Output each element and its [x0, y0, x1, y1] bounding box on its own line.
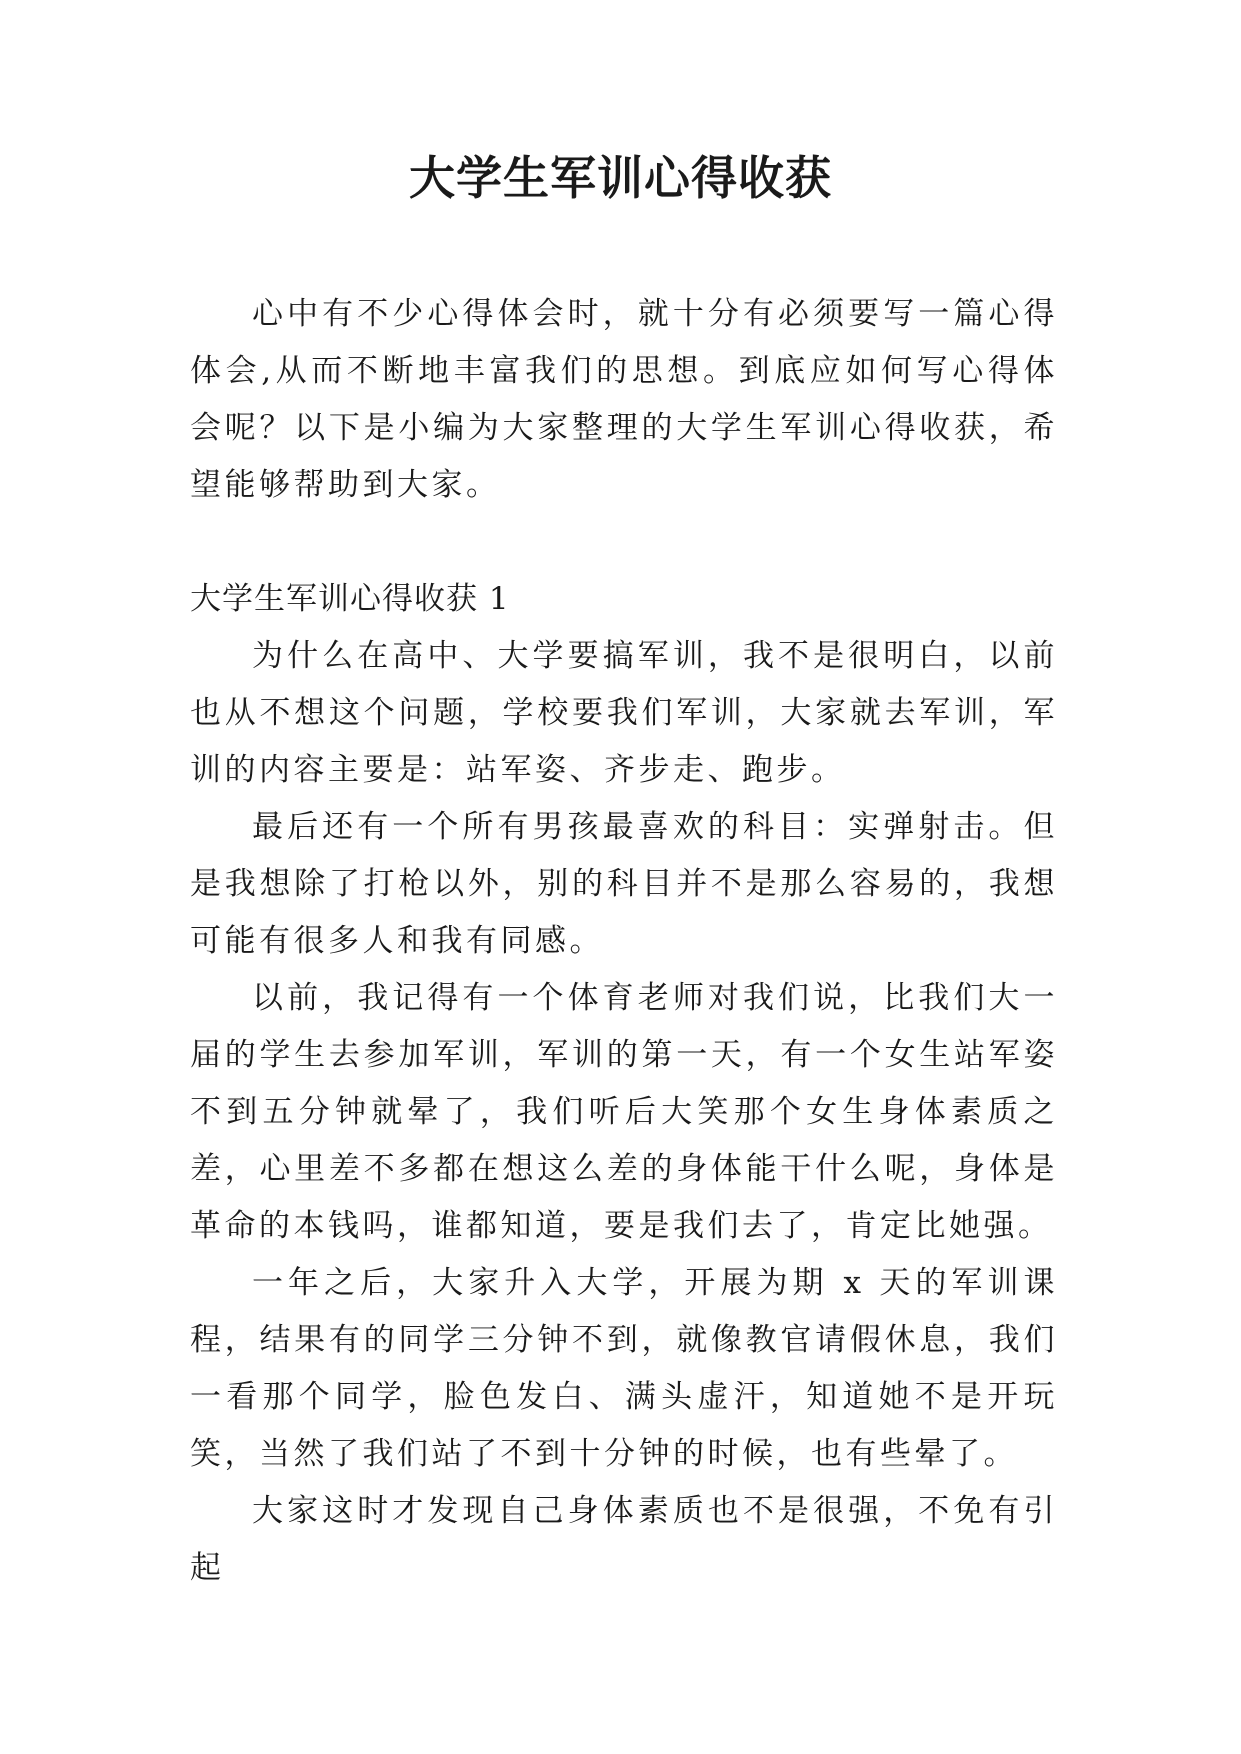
body-paragraph-1: 为什么在高中、大学要搞军训，我不是很明白，以前也从不想这个问题，学校要我们军训，大家就去军训，军训的内容主要是：站军姿、齐步走、跑步。 — [190, 638, 1058, 788]
body-paragraph-5: 大家这时才发现自己身体素质也不是很强，不免有引起 — [190, 1493, 1058, 1586]
body-paragraph-2: 最后还有一个所有男孩最喜欢的科目：实弹射击。但是我想除了打枪以外，别的科目并不是那么容易的，我想可能有很多人和我有同感。 — [190, 809, 1058, 959]
document-body — [190, 286, 1058, 1597]
intro-paragraph: 心中有不少心得体会时，就十分有必须要写一篇心得体会,从而不断地丰富我们的思想。到底应如何写心得体会呢？以下是小编为大家整理的大学生军训心得收获，希望能够帮助到大家。 — [190, 296, 1058, 503]
body-paragraph-3: 以前，我记得有一个体育老师对我们说，比我们大一届的学生去参加军训，军训的第一天，有一个女生站军姿不到五分钟就晕了，我们听后大笑那个女生身体素质之差，心里差不多都在想这么差的身体能干什么呢，身体是革命的本钱吗，谁都知道，要是我们去了，肯定比她强。 — [190, 980, 1058, 1244]
body-paragraph-4: 一年之后，大家升入大学，开展为期 x 天的军训课程，结果有的同学三分钟不到，就像教官请假休息，我们一看那个同学，脸色发白、满头虚汗，知道她不是开玩笑，当然了我们站了不到十分钟的时候，也有些晕了。 — [190, 1265, 1058, 1472]
section-heading: 大学生军训心得收获 1 — [190, 581, 510, 617]
document-title: 大学生军训心得收获 — [409, 151, 832, 205]
